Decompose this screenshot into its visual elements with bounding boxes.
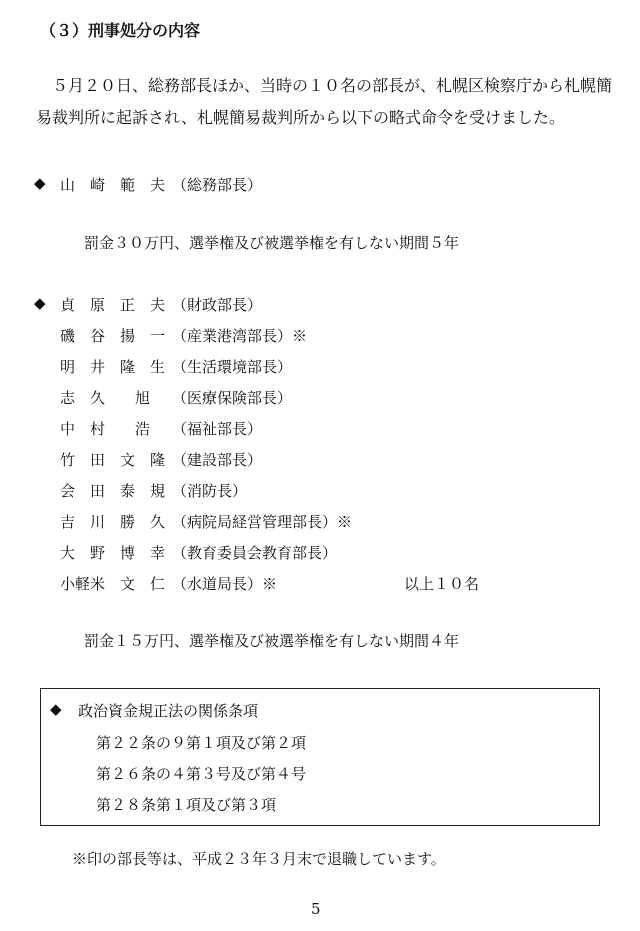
member-name: 貞 原 正 夫	[60, 296, 166, 314]
member-role: （財政部長）	[172, 296, 263, 314]
group1-penalty: 罰金３０万円、選挙権及び被選挙権を有しない期間５年	[84, 234, 460, 252]
group2-bullet: ◆	[34, 294, 46, 312]
member-row	[60, 325, 307, 346]
member-role: （総務部長）	[172, 176, 263, 194]
member-role: （生活環境部長）	[172, 358, 293, 376]
section-heading: （３）刑事処分の内容	[40, 21, 201, 40]
law-box-bullet: ◆	[50, 700, 62, 718]
member-row	[60, 294, 262, 315]
law-article: 第２２条の９第１項及び第２項	[96, 734, 307, 752]
member-name: 山 崎 範 夫	[60, 176, 166, 194]
member-name: 磯 谷 揚 一	[60, 327, 166, 345]
member-role: （教育委員会教育部長）	[172, 544, 338, 562]
law-article: 第２６条の４第３号及び第４号	[96, 765, 307, 783]
member-role: （建設部長）	[172, 451, 263, 469]
member-row	[60, 542, 337, 563]
member-row	[60, 449, 262, 470]
retirement-note: ※印の部長等は、平成２３年３月末で退職しています。	[72, 850, 446, 868]
member-role: （病院局経営管理部長）※	[172, 513, 353, 531]
member-total: 以上１０名	[404, 575, 480, 593]
page-number: 5	[311, 900, 321, 918]
member-name: 竹 田 文 隆	[60, 451, 166, 469]
member-row	[60, 480, 247, 501]
group2-penalty: 罰金１５万円、選挙権及び被選挙権を有しない期間４年	[84, 632, 460, 650]
member-row	[60, 418, 262, 439]
member-row	[60, 356, 292, 377]
member-name: 吉 川 勝 久	[60, 513, 166, 531]
member-name: 中 村 浩	[60, 420, 151, 438]
member-row	[60, 387, 292, 408]
member-role: （医療保険部長）	[172, 389, 293, 407]
group1-bullet: ◆	[34, 174, 46, 192]
member-role: （消防長）	[172, 482, 248, 500]
intro-paragraph: ５月２０日、総務部長ほか、当時の１０名の部長が、札幌区検察庁から札幌簡易裁判所に起訴され、札幌簡易裁判所から以下の略式命令を受けました。	[36, 76, 613, 127]
member-name: 小軽米 文 仁	[60, 575, 166, 593]
member-name: 志 久 旭	[60, 389, 151, 407]
member-name: 会 田 泰 規	[60, 482, 166, 500]
member-row	[60, 511, 352, 532]
law-article: 第２８条第１項及び第３項	[96, 796, 277, 814]
member-name: 大 野 博 幸	[60, 544, 166, 562]
member-role: （産業港湾部長）※	[172, 327, 308, 345]
member-name: 明 井 隆 生	[60, 358, 166, 376]
member-role: （水道局長）※	[172, 575, 278, 593]
member-row	[60, 573, 277, 594]
law-box-title: 政治資金規正法の関係条項	[78, 702, 259, 720]
member-row	[60, 174, 262, 195]
member-role: （福祉部長）	[172, 420, 263, 438]
